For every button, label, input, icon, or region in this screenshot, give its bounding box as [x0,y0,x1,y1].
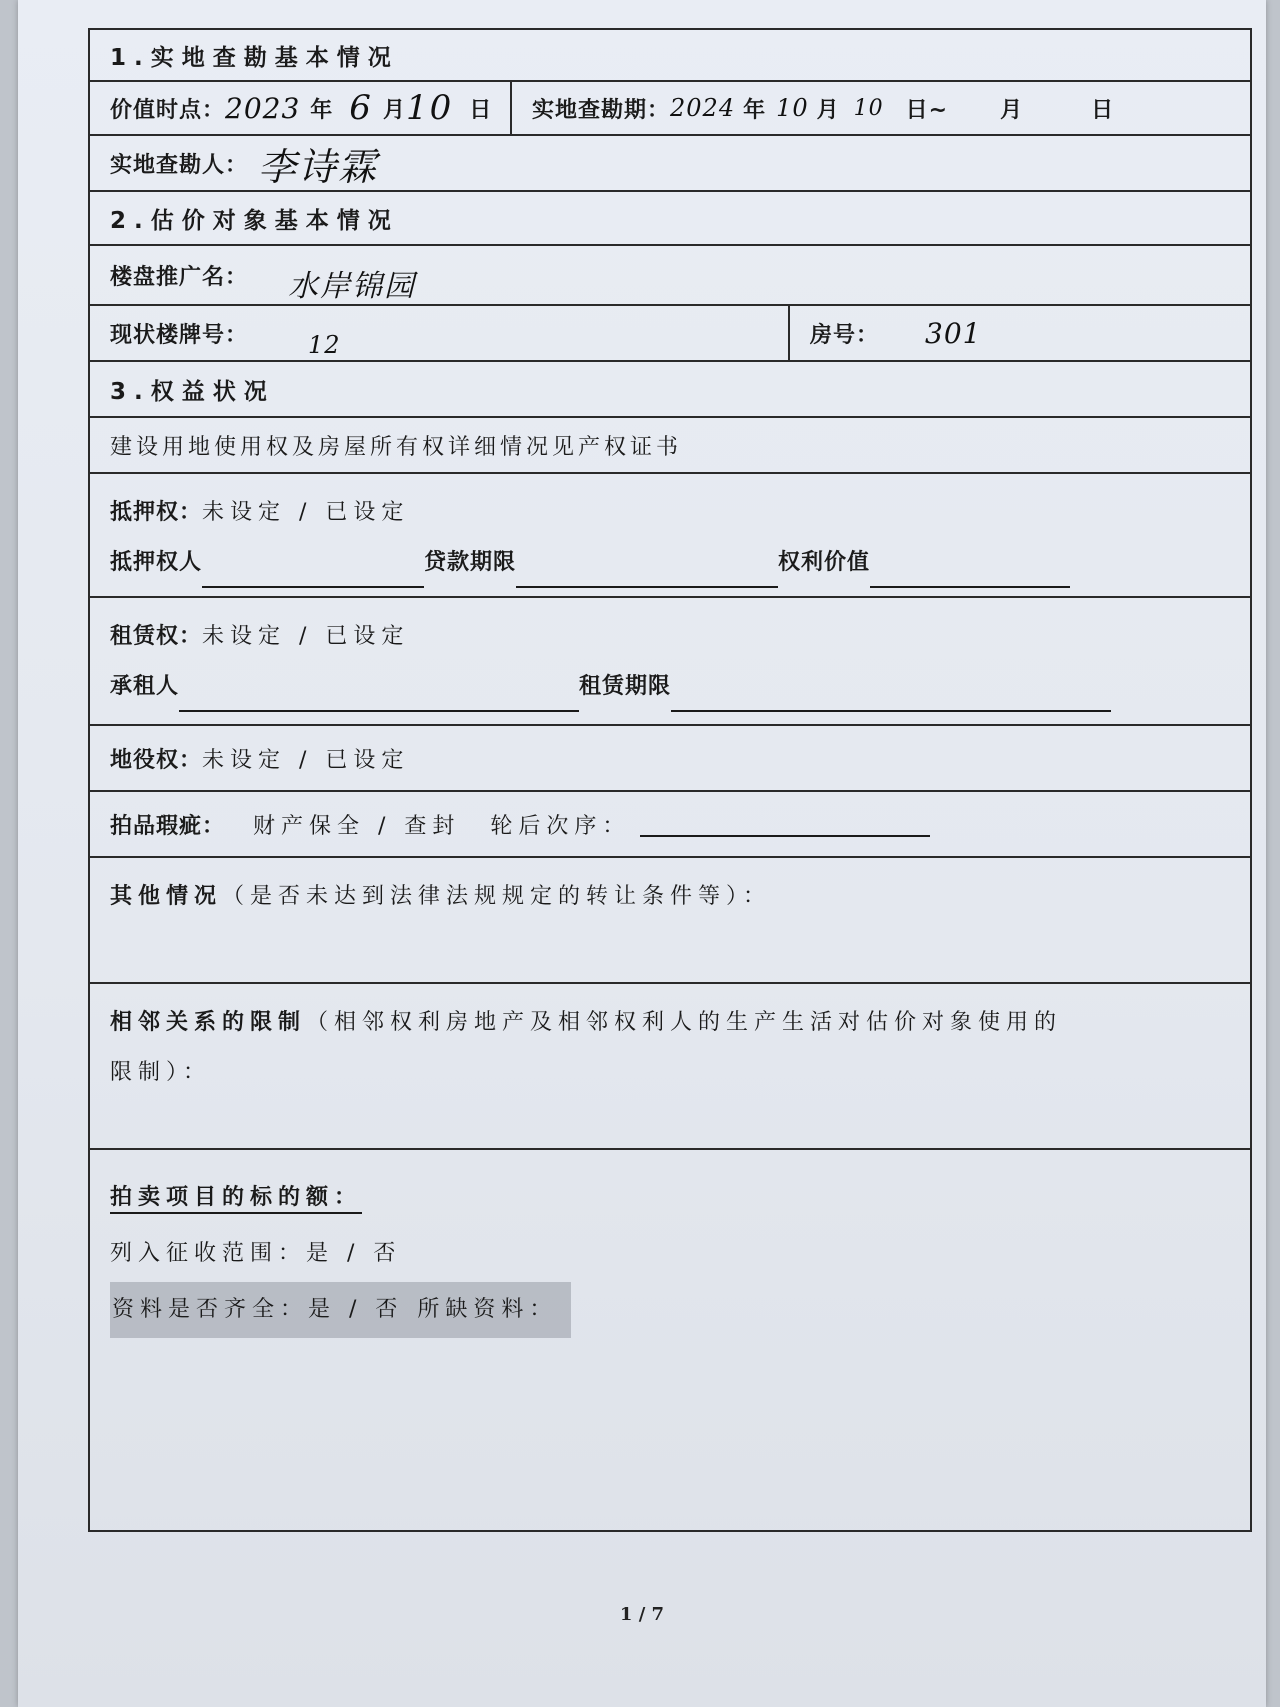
value-date-month: 6 [349,88,373,128]
value-date-label: 价值时点： [110,97,226,123]
section1-header [90,30,1250,82]
value-date-year-unit: 年 [310,97,334,123]
neighbor-label: 相邻关系的限制 [110,1010,307,1035]
neighbor-block [90,984,1250,1150]
lessee-blank[interactable] [179,686,579,712]
defect-label: 拍品瑕疵： [110,813,226,839]
mortgage-label: 抵押权： [110,500,203,525]
loan-term-blank[interactable] [516,562,778,588]
value-date-year: 2023 [225,91,301,125]
survey-period-label: 实地查勘期： [532,97,671,123]
document-page [18,0,1266,1707]
round-order-label: 轮后次序： [490,813,631,839]
building-room-row [90,306,1250,362]
missing-docs-label: 所缺资料： [417,1297,558,1322]
expropriation-options: 是 / 否 [306,1241,402,1266]
surveyor-label: 实地查勘人： [110,152,249,178]
loan-term-label: 贷款期限 [424,550,517,575]
survey-year-unit: 年 [743,97,767,123]
lease-term-label: 租赁期限 [579,674,672,699]
survey-year: 2024 [670,94,736,122]
survey-form [88,28,1252,1532]
value-date-day-unit: 日 [469,97,493,123]
lease-block [90,598,1250,726]
building-no-label: 现状楼牌号： [110,322,249,348]
project-name-label: 楼盘推广名： [110,264,249,290]
project-name-value: 水岸锦园 [288,269,417,304]
mortgagee-label: 抵押权人 [110,550,203,575]
building-no-value: 12 [308,331,341,359]
other-desc: （是否未达到法律法规规定的转让条件等）： [222,884,772,909]
surveyor-row [90,136,1250,192]
lease-term-blank[interactable] [671,686,1111,712]
defect-row [90,792,1250,858]
other-label: 其他情况 [110,884,223,909]
easement-label: 地役权： [110,747,203,773]
right-value-blank[interactable] [870,562,1070,588]
auction-block [90,1150,1250,1530]
defect-options: 财产保全 / 查封 [253,813,461,839]
room-no-label: 房号： [810,322,880,348]
expropriation-label: 列入征收范围： [110,1241,307,1266]
project-name-row [90,246,1250,306]
section3-title: 3.权益状况 [110,378,275,405]
section3-header [90,362,1250,418]
rights-note-row [90,418,1250,474]
round-order-blank[interactable] [640,811,930,837]
value-date-day: 10 [405,88,454,128]
mortgagee-blank[interactable] [202,562,424,588]
lessee-label: 承租人 [110,674,180,699]
section2-title: 2.估价对象基本情况 [110,207,399,234]
docs-highlight [110,1282,571,1338]
value-date-cell [90,82,510,134]
rights-note: 建设用地使用权及房屋所有权详细情况见产权证书 [110,434,683,460]
survey-month-unit: 月 [816,97,840,123]
survey-end-day-unit: 日 [1091,97,1115,123]
section2-header [90,192,1250,246]
section1-title: 1.实地查勘基本情况 [110,44,399,71]
docs-complete-label: 资料是否齐全： [112,1297,309,1322]
mortgage-block [90,474,1250,598]
surveyor-signature: 李诗霖 [258,144,379,189]
survey-month: 10 [776,94,809,122]
neighbor-desc-1: （相邻权利房地产及相邻权利人的生产生活对估价对象使用的 [306,1010,1063,1035]
lease-label: 租赁权： [110,624,203,649]
other-block [90,858,1250,984]
neighbor-desc-2: 限制）： [110,1060,212,1085]
mortgage-options: 未设定 / 已设定 [202,500,410,525]
survey-period-cell [510,82,1250,134]
easement-options: 未设定 / 已设定 [202,747,410,773]
right-value-label: 权利价值 [778,550,871,575]
date-row [90,82,1250,136]
room-no-value: 301 [925,316,982,350]
value-date-month-unit: 月 [382,97,406,123]
survey-day: 10 [853,95,884,121]
auction-amount-label: 拍卖项目的标的额： [110,1185,362,1214]
lease-options: 未设定 / 已设定 [202,624,410,649]
docs-complete-options: 是 / 否 [308,1297,404,1322]
survey-end-month-unit: 月 [1000,97,1024,123]
survey-day-unit: 日~ [905,97,949,123]
easement-row [90,726,1250,792]
room-no-cell [788,306,1250,360]
building-no-cell [90,306,788,360]
page-indicator: 1 / 7 [619,1604,665,1625]
